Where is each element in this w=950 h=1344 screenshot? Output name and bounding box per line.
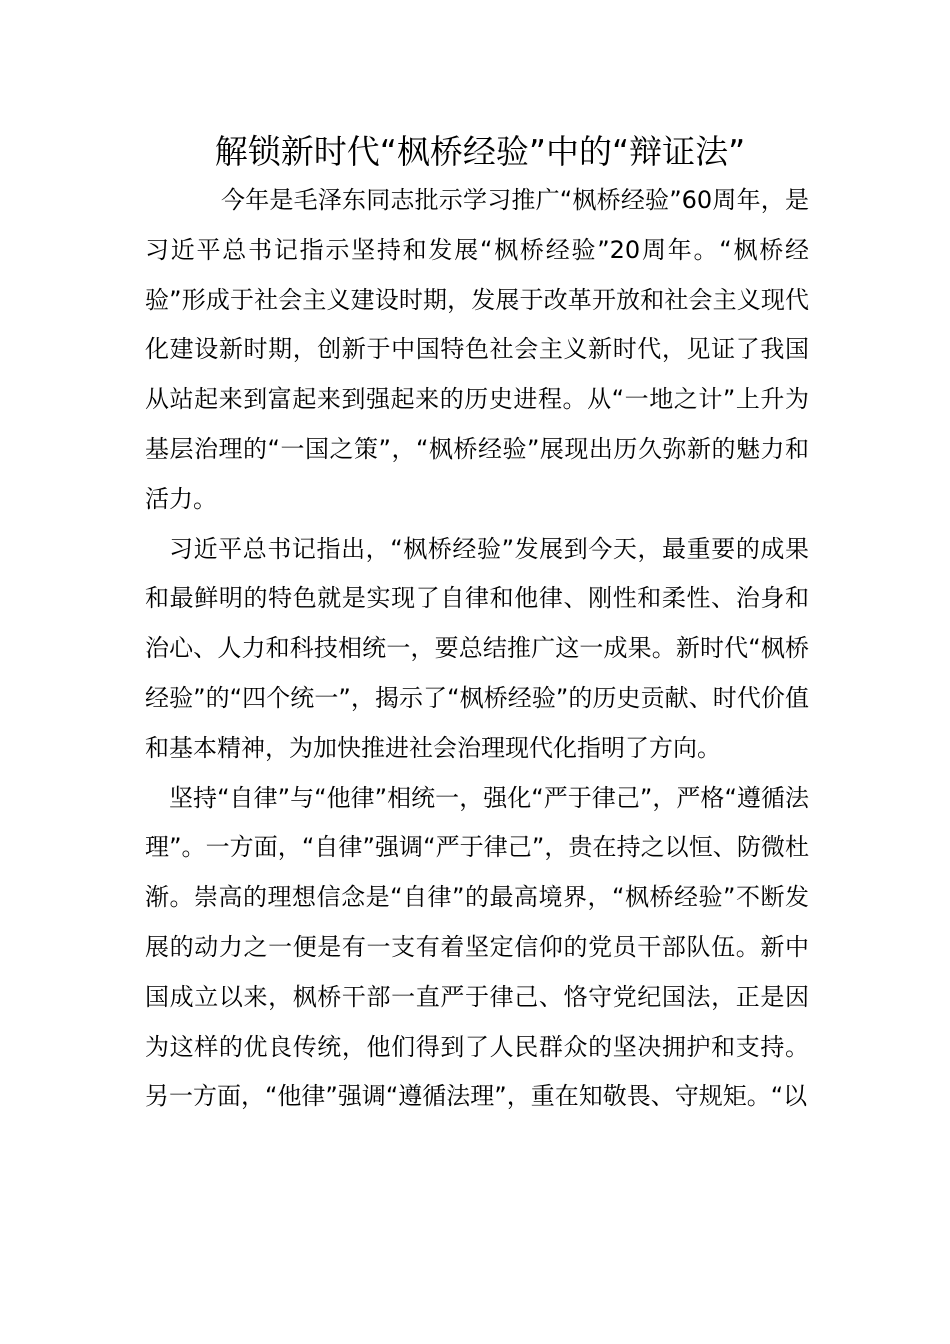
document-title: 解锁新时代“枫桥经验”中的“辩证法” [214, 132, 746, 171]
paragraph-3: 坚持“自律”与“他律”相统一，强化“严于律己”，严格“遵循法理”。一方面，“自律”强调“严于律己”，贵在持之以恒、防微杜渐。崇高的理想信念是“自律”的最高境界，“枫桥经验”不断发展的动力之一便是有一支有着坚定信仰的党员干部队伍。新中国成立以来，枫桥干部一直严于律己、恪守党纪国法，正是因为这样的优良传统，他们得到了人民群众的坚决拥护和支持。另一方面，“他律”强调“遵循法理”，重在知敬畏、守规矩。“以 [145, 783, 809, 1111]
paragraph-2: 习近平总书记指出，“枫桥经验”发展到今天，最重要的成果和最鲜明的特色就是实现了自律和他律、刚性和柔性、治身和治心、人力和科技相统一，要总结推广这一成果。新时代“枫桥经验”的“四个统一”，揭示了“枫桥经验”的历史贡献、时代价值和基本精神，为加快推进社会治理现代化指明了方向。 [145, 534, 809, 762]
paragraph-1: 今年是毛泽东同志批示学习推广“枫桥经验”60周年，是习近平总书记指示坚持和发展“枫桥经验”20周年。“枫桥经验”形成于社会主义建设时期，发展于改革开放和社会主义现代化建设新时期，创新于中国特色社会主义新时代，见证了我国从站起来到富起来到强起来的历史进程。从“一地之计”上升为基层治理的“一国之策”，“枫桥经验”展现出历久弥新的魅力和活力。 [145, 186, 809, 513]
document-body [145, 176, 809, 1122]
